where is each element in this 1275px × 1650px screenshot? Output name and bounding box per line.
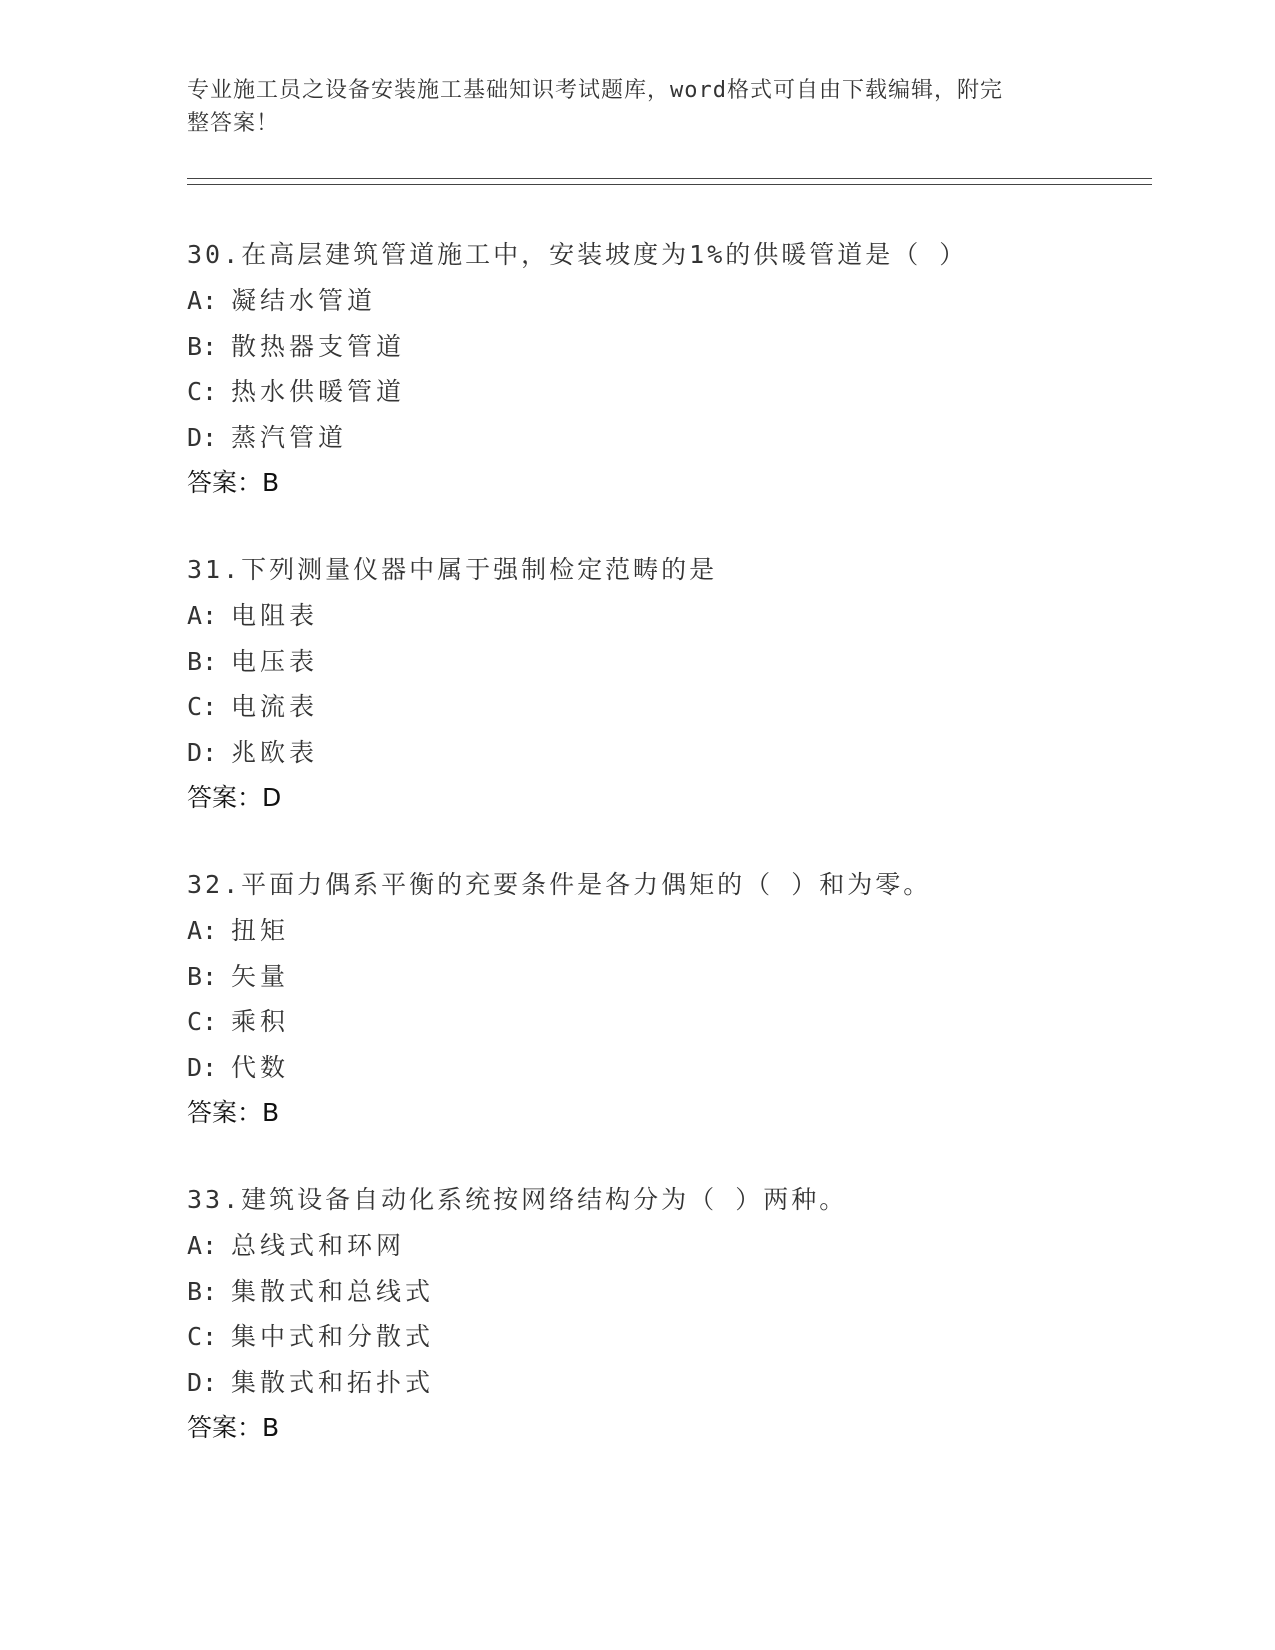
question-33 — [187, 1177, 1187, 1451]
question-text — [187, 232, 1187, 278]
option-text: 凝结水管道 — [231, 286, 377, 315]
document-header — [187, 74, 1067, 140]
option-a — [187, 1223, 1187, 1269]
option-d — [187, 1360, 1187, 1406]
option-letter: C: — [187, 692, 218, 721]
question-stem: 建筑设备自动化系统按网络结构分为（ ）两种。 — [241, 1185, 848, 1214]
option-letter: B: — [187, 1276, 218, 1306]
option-text: 蒸汽管道 — [231, 422, 348, 452]
option-text: 总线式和环网 — [231, 1231, 406, 1260]
option-letter: A: — [187, 1231, 218, 1260]
option-text: 热水供暖管道 — [231, 377, 406, 406]
option-text: 散热器支管道 — [231, 331, 406, 361]
option-d — [187, 415, 1187, 461]
answer-line: 答案：B — [187, 1413, 280, 1442]
question-number: 33. — [187, 1185, 242, 1214]
option-letter: A: — [187, 601, 218, 630]
option-a — [187, 278, 1187, 324]
option-a — [187, 593, 1187, 639]
header-line-1: 专业施工员之设备安装施工基础知识考试题库，word格式可自由下载编辑，附完 — [187, 78, 1003, 103]
option-text: 电流表 — [231, 692, 319, 721]
option-letter: B: — [187, 961, 218, 991]
option-text: 乘积 — [231, 1007, 290, 1036]
option-c — [187, 684, 1187, 730]
option-letter: C: — [187, 1322, 218, 1351]
option-b — [187, 1269, 1187, 1315]
option-c — [187, 369, 1187, 415]
option-d — [187, 730, 1187, 776]
question-number: 31. — [187, 555, 242, 584]
option-letter: A: — [187, 916, 218, 945]
option-text: 矢量 — [231, 961, 290, 991]
option-letter: A: — [187, 286, 218, 315]
question-stem: 下列测量仪器中属于强制检定范畴的是 — [241, 555, 718, 584]
header-divider — [187, 178, 1152, 185]
question-text — [187, 547, 1187, 593]
question-text — [187, 862, 1187, 908]
option-d — [187, 1045, 1187, 1091]
option-b — [187, 954, 1187, 1000]
option-text: 集中式和分散式 — [231, 1322, 435, 1351]
option-text: 电阻表 — [231, 601, 319, 630]
answer-line: 答案：D — [187, 783, 282, 812]
option-a — [187, 908, 1187, 954]
question-stem: 平面力偶系平衡的充要条件是各力偶矩的（ ）和为零。 — [241, 870, 932, 899]
question-number: 32. — [187, 870, 242, 899]
option-text: 扭矩 — [231, 916, 290, 945]
option-text: 代数 — [231, 1052, 290, 1082]
header-line-2: 整答案！ — [187, 111, 280, 136]
option-b — [187, 324, 1187, 370]
question-32 — [187, 862, 1187, 1136]
question-number: 30. — [187, 240, 242, 269]
question-stem: 在高层建筑管道施工中，安装坡度为1%的供暖管道是（ ） — [241, 240, 968, 269]
option-text: 兆欧表 — [231, 737, 319, 767]
option-letter: D: — [187, 737, 218, 767]
option-letter: B: — [187, 331, 218, 361]
question-30 — [187, 232, 1187, 506]
option-letter: C: — [187, 1007, 218, 1036]
option-text: 电压表 — [231, 646, 319, 676]
option-text: 集散式和总线式 — [231, 1276, 435, 1306]
option-letter: B: — [187, 646, 218, 676]
option-c — [187, 999, 1187, 1045]
option-c — [187, 1314, 1187, 1360]
option-letter: D: — [187, 1052, 218, 1082]
answer-line: 答案：B — [187, 1098, 280, 1127]
question-31 — [187, 547, 1187, 821]
option-letter: D: — [187, 422, 218, 452]
answer-line: 答案：B — [187, 468, 280, 497]
option-text: 集散式和拓扑式 — [231, 1367, 435, 1397]
question-text — [187, 1177, 1187, 1223]
option-letter: C: — [187, 377, 218, 406]
option-letter: D: — [187, 1367, 218, 1397]
option-b — [187, 639, 1187, 685]
